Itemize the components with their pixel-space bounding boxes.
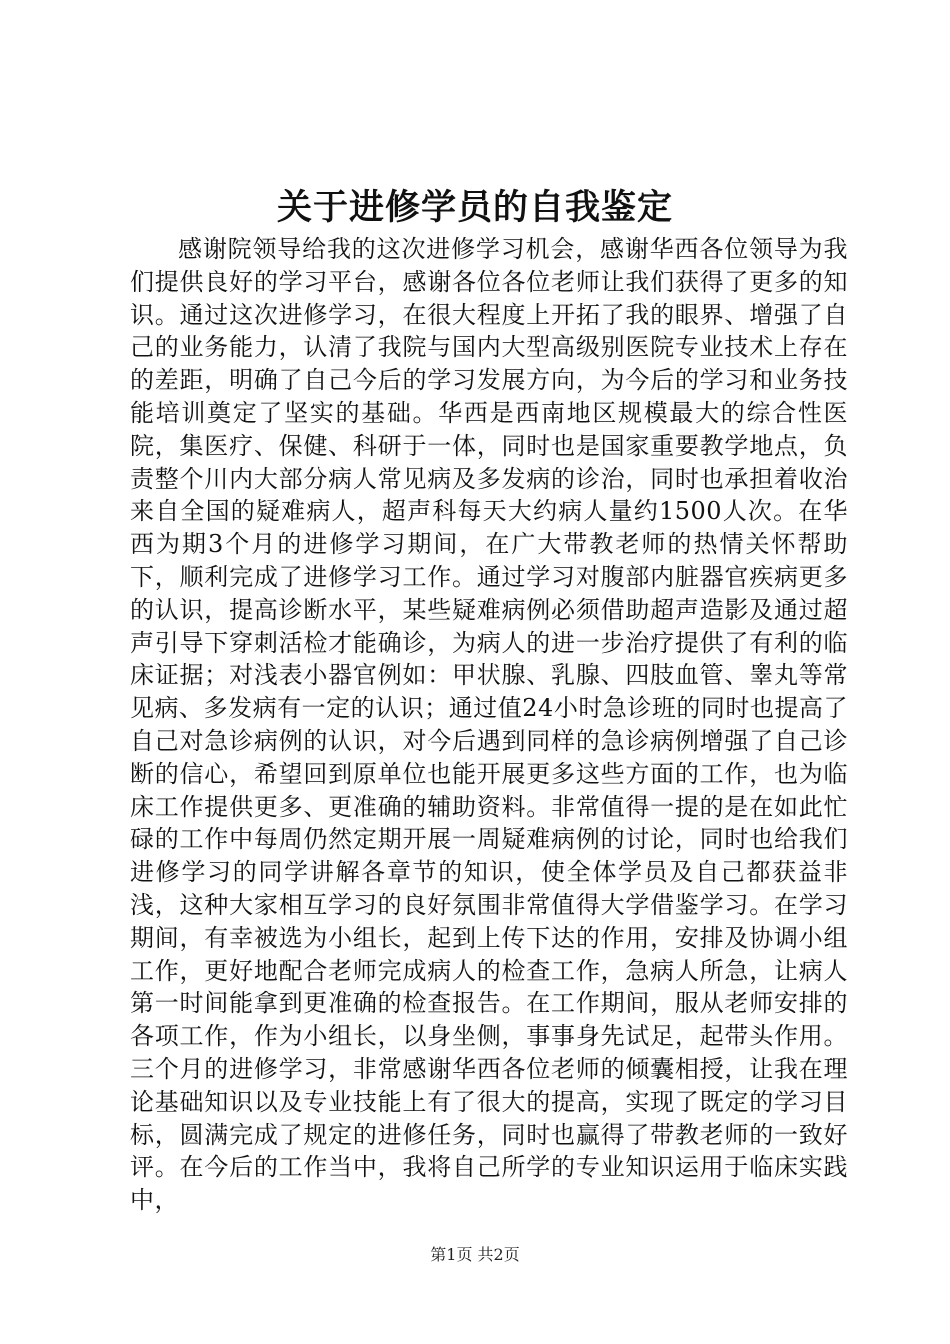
page-number: 第1页 共2页: [430, 1245, 520, 1264]
body-paragraph: 感谢院领导给我的这次进修学习机会，感谢华西各位领导为我们提供良好的学习平台，感谢各位各位老师让我们获得了更多的知识。通过这次进修学习，在很大程度上开拓了我的眼界、增强了自己的业务能力，认清了我院与国内大型高级别医院专业技术上存在的差距，明确了自己今后的学习发展方向，为今后的学习和业务技能培训奠定了坚实的基础。华西是西南地区规模最大的综合性医院，集医疗、保健、科研于一体，同时也是国家重要教学地点，负责整个川内大部分病人常见病及多发病的诊治，同时也承担着收治来自全国的疑难病人，超声科每天大约病人量约1500人次。在华西为期3个月的进修学习期间，在广大带教老师的热情关怀帮助下，顺利完成了进修学习工作。通过学习对腹部内脏器官疾病更多的认识，提高诊断水平，某些疑难病例必须借助超声造影及通过超声引导下穿刺活检才能确诊，为病人的进一步治疗提供了有利的临床证据；对浅表小器官例如：甲状腺、乳腺、四肢血管、睾丸等常见病、多发病有一定的认识；通过值24小时急诊班的同时也提高了自己对急诊病例的认识，对今后遇到同样的急诊病例增强了自己诊断的信心，希望回到原单位也能开展更多这些方面的工作，也为临床工作提供更多、更准确的辅助资料。非常值得一提的是在如此忙碌的工作中每周仍然定期开展一周疑难病例的讨论，同时也给我们进修学习的同学讲解各章节的知识，使全体学员及自己都获益非浅，这种大家相互学习的良好氛围非常值得大学借鉴学习。在学习期间，有幸被选为小组长，起到上传下达的作用，安排及协调小组工作，更好地配合老师完成病人的检查工作，急病人所急，让病人第一时间能拿到更准确的检查报告。在工作期间，服从老师安排的各项工作，作为小组长，以身坐侧，事事身先试足，起带头作用。三个月的进修学习，非常感谢华西各位老师的倾囊相授，让我在理论基础知识以及专业技能上有了很大的提高，实现了既定的学习目标，圆满完成了规定的进修任务，同时也赢得了带教老师的一致好评。在今后的工作当中，我将自己所学的专业知识运用于临床实践中，: [130, 235, 848, 1215]
document-title: 关于进修学员的自我鉴定: [276, 187, 673, 228]
